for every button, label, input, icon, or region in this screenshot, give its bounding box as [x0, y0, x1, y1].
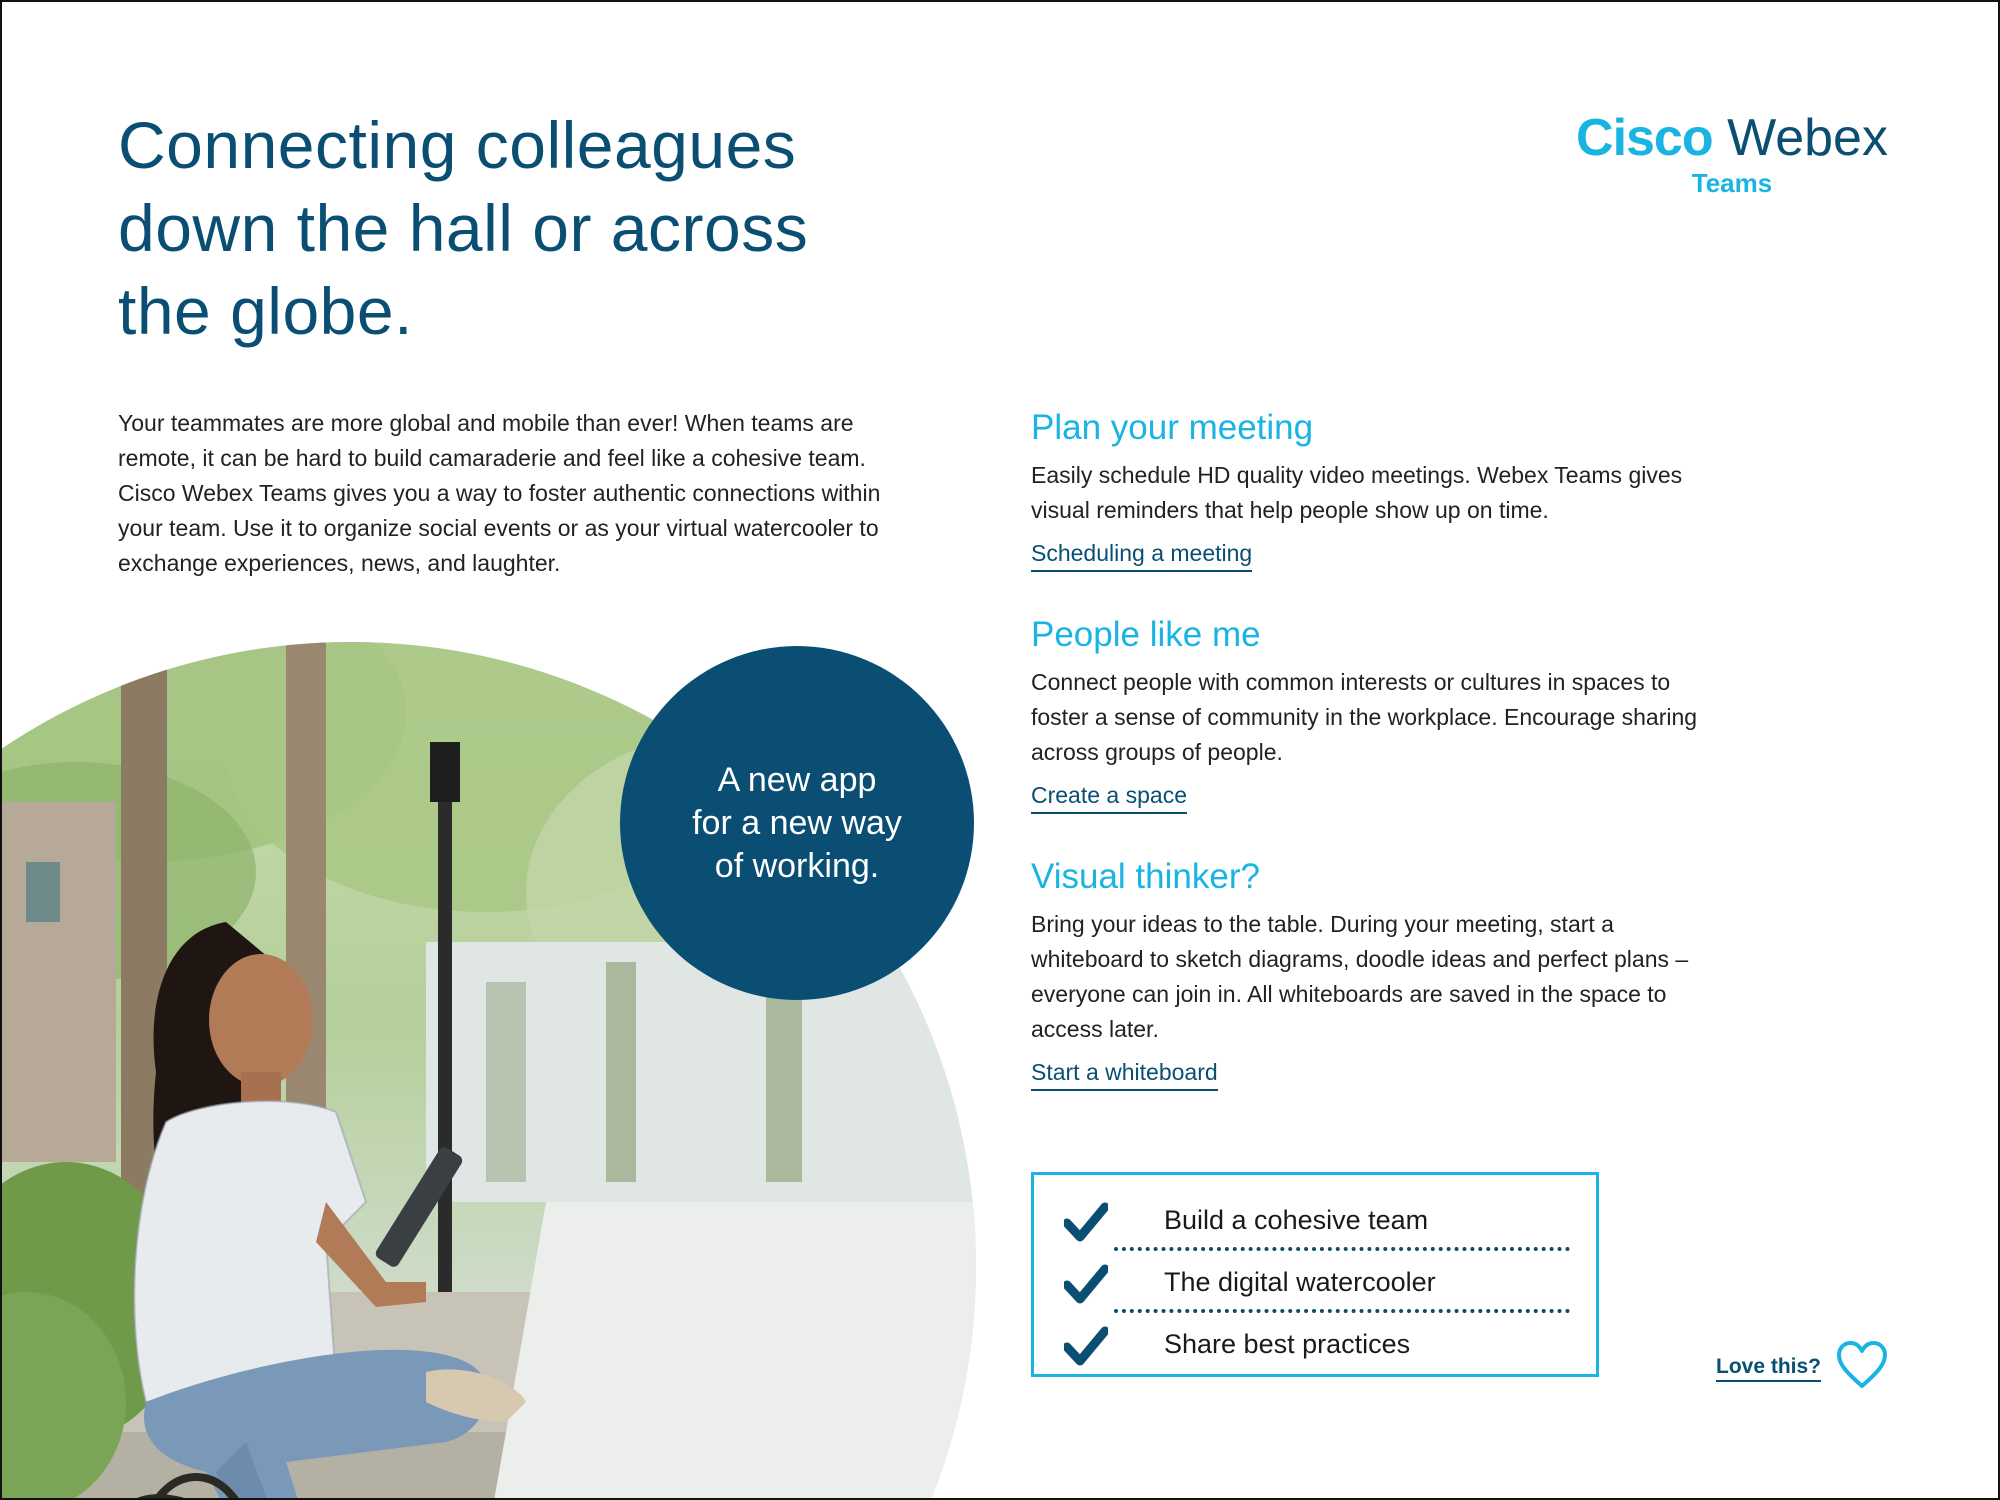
create-space-link[interactable]: Create a space: [1031, 779, 1187, 814]
section-title: Plan your meeting: [1031, 408, 1314, 447]
checklist-label: Share best practices: [1164, 1329, 1411, 1359]
logo-sub: Teams: [1691, 168, 1773, 198]
section-body: Connect people with common interests or cultures in spaces to foster a sense of community in the workplace. Encourage sharing across groups of people.: [1031, 669, 1698, 765]
page-headline: [118, 104, 878, 353]
cisco-webex-teams-logo: [1572, 110, 1892, 199]
checklist-label: The digital watercooler: [1164, 1267, 1436, 1297]
checklist-label: Build a cohesive team: [1164, 1205, 1429, 1235]
intro-paragraph: Your teammates are more global and mobile than ever! When teams are remote, it can be hard to build camaraderie and feel like a cohesive team. Cisco Webex Teams gives you a way to foster authentic connections within your team. Use it to organize social events or as your virtual watercooler to exchange experiences, news, and laughter.: [118, 410, 881, 576]
dotted-divider: [1114, 1309, 1570, 1313]
checkmark-icon: [1064, 1263, 1108, 1307]
scheduling-meeting-link[interactable]: Scheduling a meeting: [1031, 537, 1252, 572]
checkmark-icon: [1064, 1201, 1108, 1245]
section-people-like-me: [1031, 613, 1731, 814]
headline-line: down the hall or across: [118, 191, 809, 265]
checklist-item: [1064, 1321, 1574, 1371]
section-plan-meeting: [1031, 406, 1731, 572]
bubble-line: A new app: [717, 760, 877, 799]
dotted-divider: [1114, 1247, 1570, 1251]
start-whiteboard-link[interactable]: Start a whiteboard: [1031, 1056, 1218, 1091]
logo-brand: Cisco: [1576, 109, 1713, 167]
checklist-item: [1064, 1197, 1574, 1247]
love-this-link[interactable]: [1716, 1340, 1906, 1396]
checklist-item: [1064, 1259, 1574, 1309]
tagline-bubble: [620, 646, 974, 1000]
headline-line: Connecting colleagues: [118, 108, 797, 182]
love-this-label[interactable]: Love this?: [1716, 1354, 1821, 1382]
section-title: People like me: [1031, 615, 1261, 654]
checkmark-icon: [1064, 1325, 1108, 1369]
bubble-line: for a new way: [692, 803, 902, 842]
headline-line: the globe.: [118, 274, 413, 348]
section-body: Easily schedule HD quality video meetings. Webex Teams gives visual reminders that help people show up on time.: [1031, 462, 1683, 523]
benefits-checklist: [1031, 1172, 1599, 1377]
heart-outline-icon[interactable]: [1836, 1340, 1888, 1392]
section-visual-thinker: [1031, 855, 1731, 1091]
bubble-line: of working.: [714, 846, 880, 885]
section-body: Bring your ideas to the table. During your meeting, start a whiteboard to sketch diagrams, doodle ideas and perfect plans – everyone can join in. All whiteboards are saved in the space to access later.: [1031, 911, 1689, 1042]
logo-product: Webex: [1727, 109, 1888, 167]
section-title: Visual thinker?: [1031, 857, 1260, 896]
